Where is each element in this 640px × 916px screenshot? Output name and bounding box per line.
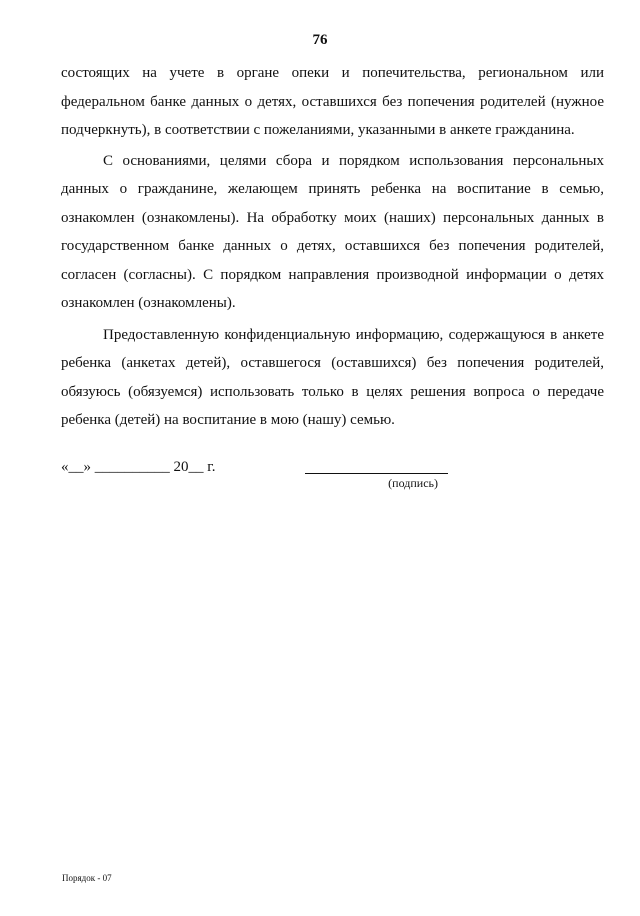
page-number: 76: [312, 32, 328, 48]
document-body: [61, 59, 604, 435]
signature-line: [305, 473, 448, 474]
signature-caption: (подпись): [388, 476, 438, 490]
paragraph-confidential-info: Предоставленную конфиденциальную информацию, содержащуюся в анкете ребенка (анкетах детей), оставшегося (оставшихся) без попечения родителей, обязуюсь (обязуемся) использовать только в целях решения вопроса о передаче ребенка (детей) на воспитание в мою (нашу) семью.: [61, 326, 604, 428]
paragraph-continuation: состоящих на учете в органе опеки и попечительства, региональном или федеральном банке данных о детях, оставшихся без попечения родителей (нужное подчеркнуть), в соответствии с пожеланиями, указанными в анкете гражданина.: [61, 65, 604, 138]
date-field: «__» __________ 20__ г.: [61, 459, 216, 475]
paragraph-personal-data: С основаниями, целями сбора и порядком использования персональных данных о гражданине, желающем принять ребенка на воспитание в семью, ознакомлен (ознакомлены). На обработку моих (наших) персональных данных в государственном банке данных о детях, оставшихся без попечения родителей, согласен (согласны). С порядком направления производной информации о детях ознакомлен (ознакомлены).: [61, 152, 604, 311]
footer-code: Порядок - 07: [62, 873, 112, 883]
